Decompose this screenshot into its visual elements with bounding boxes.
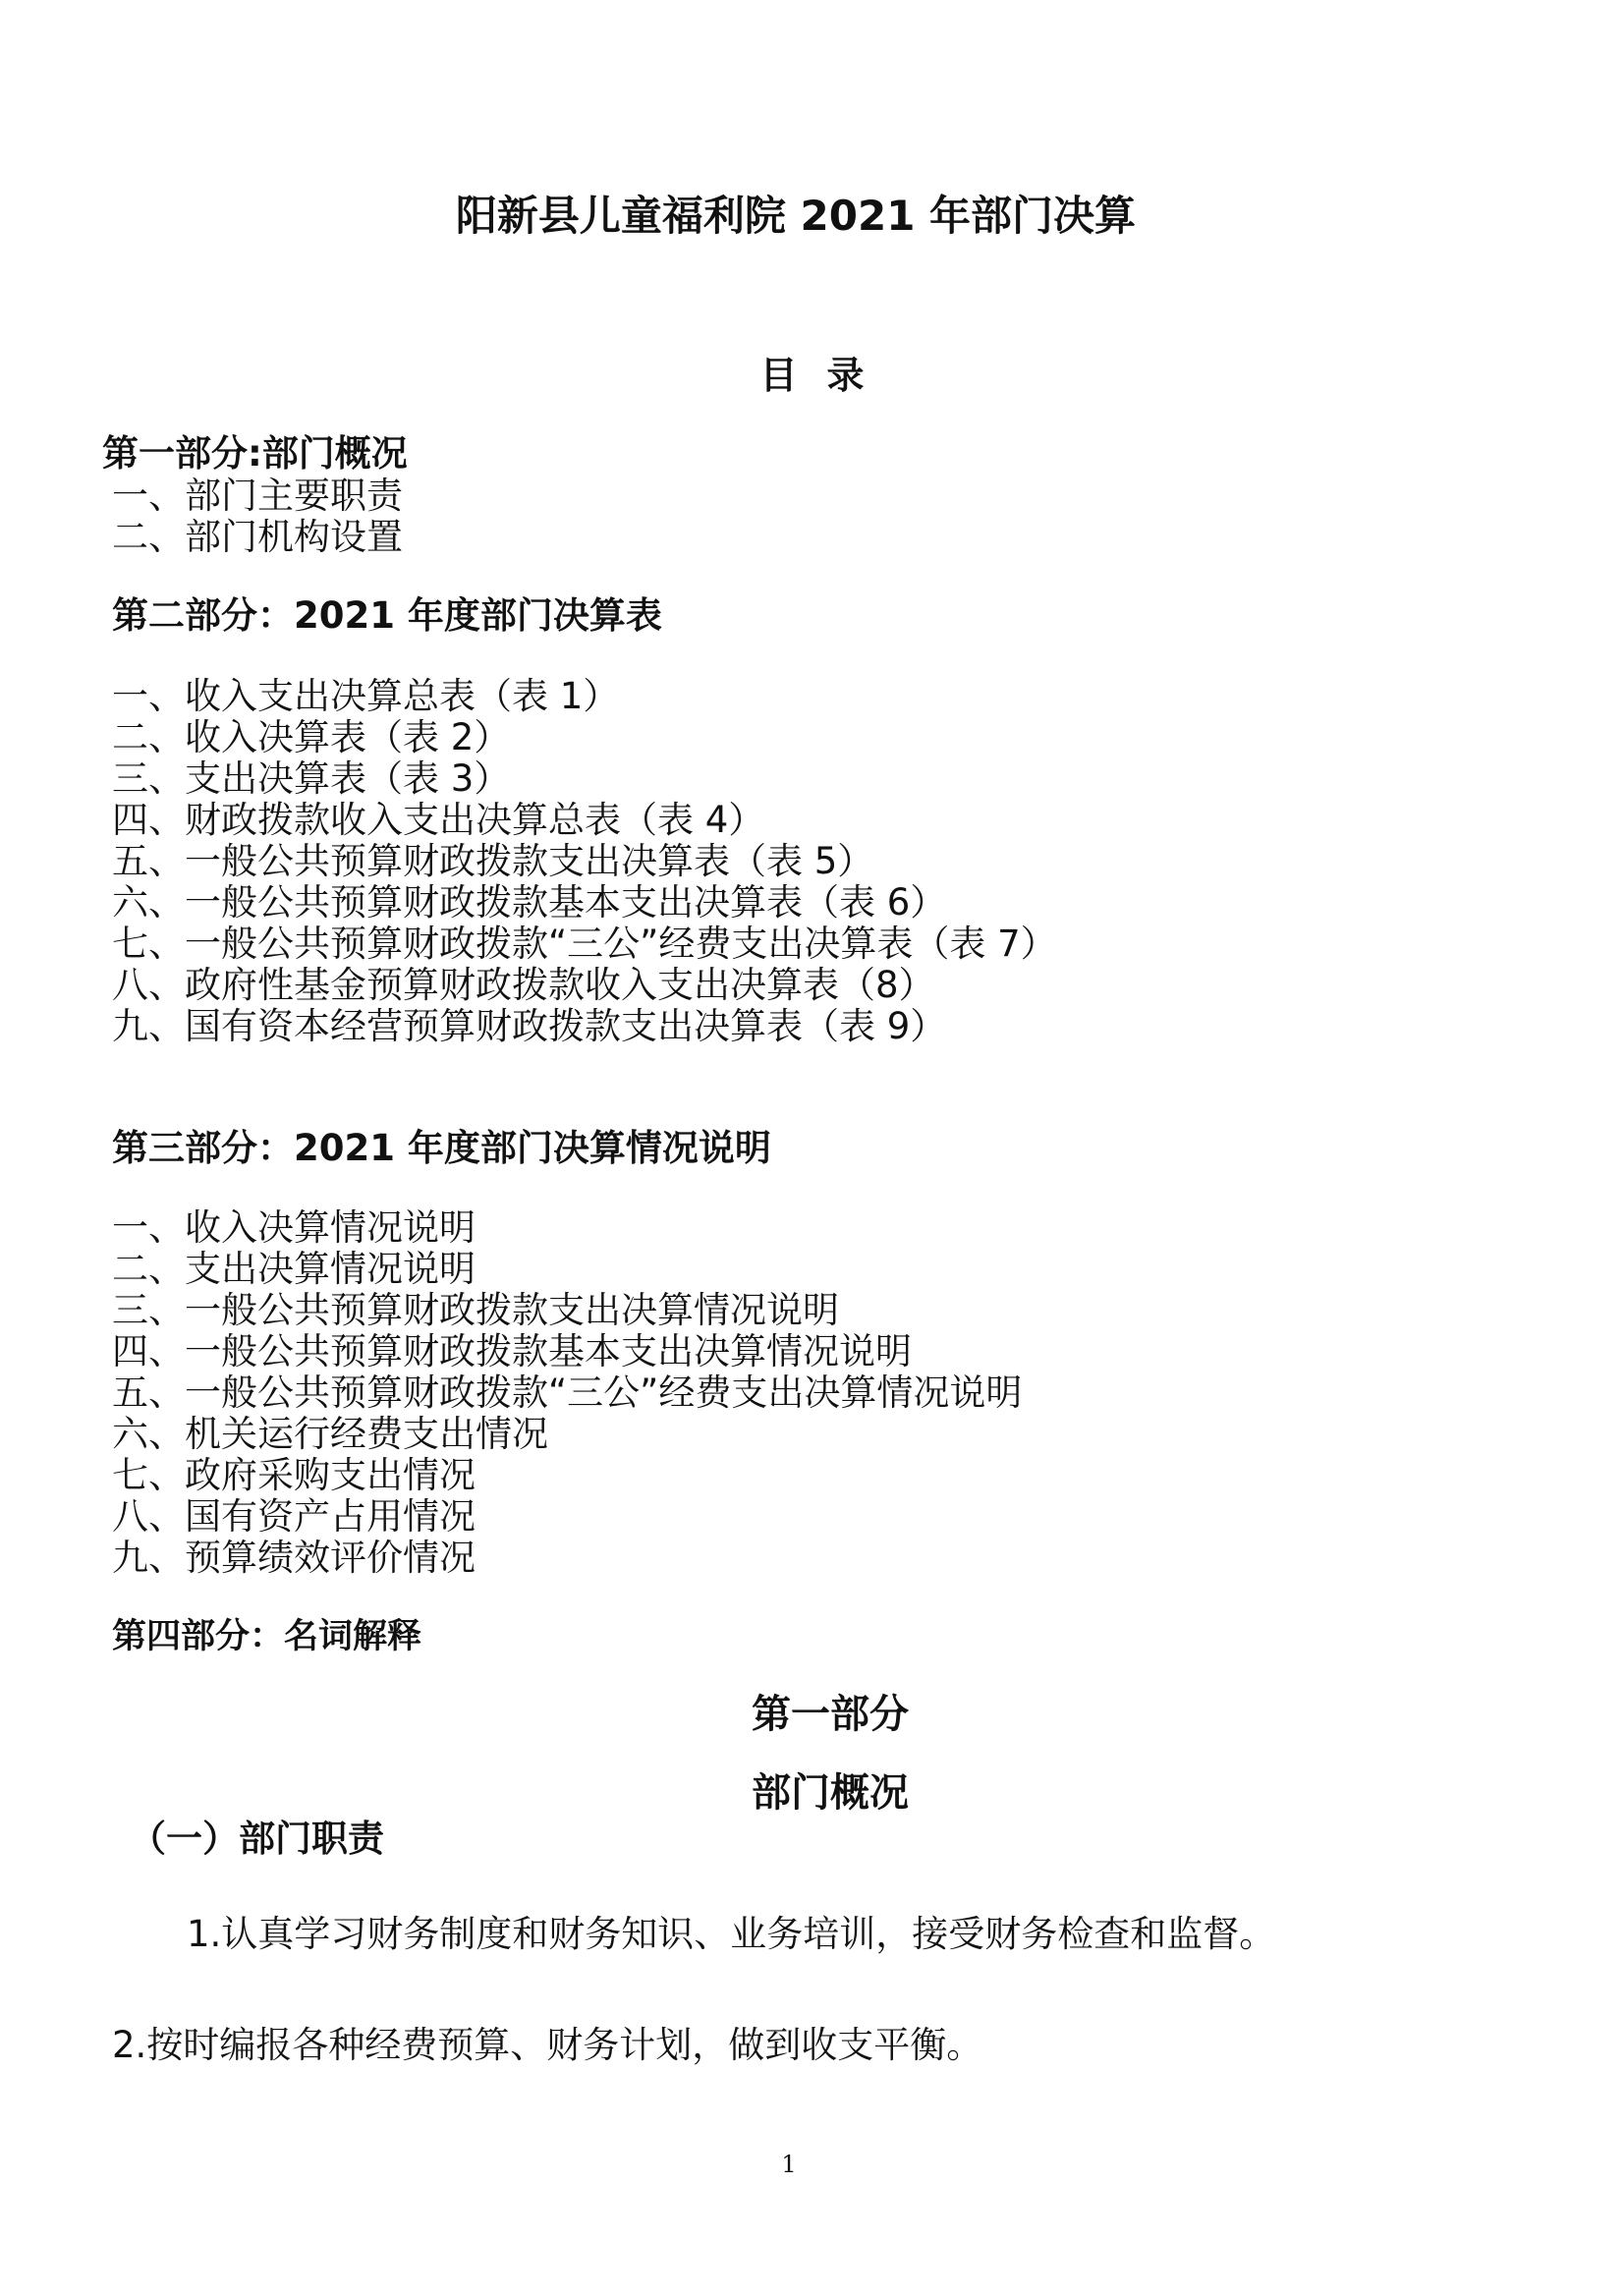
page-number: 1 [781,2151,797,2178]
toc-item: 五、一般公共预算财政拨款“三公”经费支出决算情况说明 [112,1371,1023,1414]
paragraph-1: 1.认真学习财务制度和财务知识、业务培训，接受财务检查和监督。 [187,1913,1276,1955]
part-3-heading: 第三部分：2021 年度部门决算情况说明 [112,1127,771,1169]
toc-item: 一、收入支出决算总表（表 1） [112,675,620,717]
toc-item: 七、一般公共预算财政拨款“三公”经费支出决算表（表 7） [112,923,1057,965]
part-3-toc-list [112,1207,1022,1579]
toc-item: 三、支出决算表（表 3） [112,757,511,800]
part-4-heading: 第四部分：名词解释 [112,1617,422,1656]
toc-item: 六、机关运行经费支出情况 [112,1413,548,1455]
toc-heading: 目录 [759,354,894,397]
section-part-title: 部门概况 [752,1770,909,1816]
toc-item: 八、国有资产占用情况 [112,1495,476,1538]
toc-item: 一、收入决算情况说明 [112,1206,476,1249]
toc-item: 四、财政拨款收入支出决算总表（表 4） [112,799,765,841]
subsection-heading: （一）部门职责 [130,1818,384,1860]
toc-item: 二、收入决算表（表 2） [112,716,511,758]
toc-item: 九、预算绩效评价情况 [112,1537,476,1579]
toc-item: 九、国有资本经营预算财政拨款支出决算表（表 9） [112,1005,947,1047]
part-1-heading: 第一部分:部门概况 [102,432,408,475]
toc-item: 一、部门主要职责 [112,475,403,517]
toc-item: 二、部门机构设置 [112,516,403,558]
toc-item: 二、支出决算情况说明 [112,1248,476,1290]
part-1-toc-list [112,476,403,558]
toc-item: 七、政府采购支出情况 [112,1454,476,1496]
toc-item: 四、一般公共预算财政拨款基本支出决算情况说明 [112,1330,912,1372]
document-title: 阳新县儿童福利院 2021 年部门决算 [455,192,1137,240]
toc-item: 六、一般公共预算财政拨款基本支出决算表（表 6） [112,881,947,924]
paragraph-2: 2.按时编报各种经费预算、财务计划，做到收支平衡。 [112,2024,983,2066]
part-2-toc-list [112,676,1057,1047]
section-part-label: 第一部分 [752,1692,909,1737]
toc-item: 五、一般公共预算财政拨款支出决算表（表 5） [112,840,874,882]
toc-item: 八、政府性基金预算财政拨款收入支出决算表（8） [112,964,935,1006]
part-2-heading: 第二部分：2021 年度部门决算表 [112,594,662,637]
toc-item: 三、一般公共预算财政拨款支出决算情况说明 [112,1289,839,1331]
